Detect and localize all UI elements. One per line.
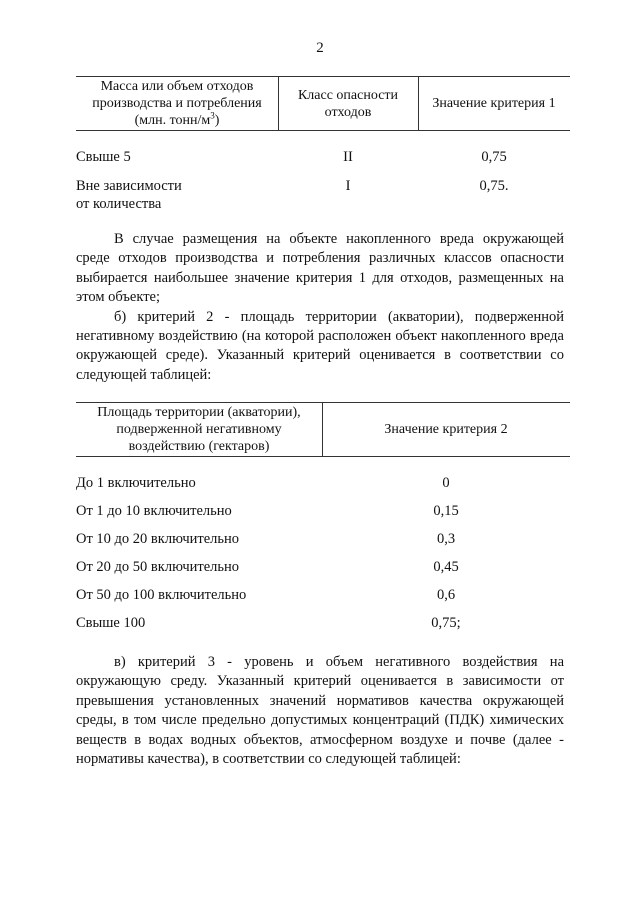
table2-row-area: От 1 до 10 включительно [76, 503, 232, 519]
table1-row-2-mass: Вне зависимости [76, 178, 182, 194]
table2-header-area-line: подверженной негативному [116, 422, 282, 437]
table1-header-class-line: отходов [324, 104, 372, 120]
text-block-2 [76, 653, 564, 769]
table1-header-mass [76, 77, 278, 130]
table2-row-value: 0,45 [433, 559, 459, 575]
table1-row-1-class: II [343, 149, 353, 165]
table1-header-class-line: Класс опасности [297, 87, 399, 103]
table2-row-value: 0,6 [436, 587, 456, 603]
table2-header-value-text: Значение критерия 2 [384, 422, 508, 437]
table1-header-mass-line: производства и потребления [92, 96, 262, 111]
table2-header-value [322, 403, 570, 456]
table1-header-value [418, 77, 570, 130]
table1-row-2-mass: от количества [76, 196, 162, 212]
page-number: 2 [316, 40, 324, 56]
table1-header-value-text: Значение критерия 1 [432, 96, 556, 111]
table2-row-value: 0,15 [433, 503, 459, 519]
paragraph-criterion-3: в) критерий 3 - уровень и объем негативного воздействия на окружающую среду. Указанный критерий оценивается в зависимости от превышения установленных значений нормативов качества окружающей среды, в том числе предельно допустимых концентраций (ПДК) химических веществ в водах водных объектов, атмосферном воздухе и почве (далее - нормативы качества), в соответствии со следующей таблицей: [76, 654, 564, 768]
text-block-1 [76, 230, 564, 385]
table1-header-class [278, 77, 418, 130]
table2-row-area: Свыше 100 [76, 615, 146, 631]
table1-header-mass-line: (млн. тонн/$м^3$) [134, 110, 220, 128]
table1-row-1-mass: Свыше 5 [76, 149, 131, 165]
table1-row-2-class: I [345, 178, 351, 194]
table2-header-area [76, 403, 322, 456]
table2-header-area-line: Площадь территории (акватории), [97, 405, 301, 420]
table1-header-mass-line: Масса или объем отходов [100, 79, 254, 94]
paragraph-aggregation-rule: В случае размещения на объекте накопленного вреда окружающей среде отходов производства и потребления различных классов опасности выбирается наибольшее значение критерия 1 для отходов, размещенных на этом объекте; [76, 231, 564, 306]
table1-header-bottom-border [76, 130, 570, 131]
table2-row-area: От 10 до 20 включительно [76, 531, 240, 547]
paragraph-criterion-2: б) критерий 2 - площадь территории (акватории), подверженной негативному воздействию (на которой расположен объект накопленного вреда окружающей среде). Указанный критерий оценивается в соответствии со следующей таблицей: [76, 308, 564, 383]
table2-row-area: До 1 включительно [76, 475, 196, 491]
table1-row-1-value: 0,75 [481, 149, 507, 165]
table2-header-bottom-border [76, 456, 570, 457]
table2-row-value: 0,75; [431, 615, 461, 631]
table2-row-value: 0,3 [436, 531, 456, 547]
table2-header-area-line: воздействию (гектаров) [128, 439, 270, 454]
table1-row-2-value: 0,75. [479, 178, 509, 194]
table2-row-area: От 20 до 50 включительно [76, 559, 240, 575]
table2-row-value: 0 [442, 475, 450, 491]
table2-row-area: От 50 до 100 включительно [76, 587, 247, 603]
